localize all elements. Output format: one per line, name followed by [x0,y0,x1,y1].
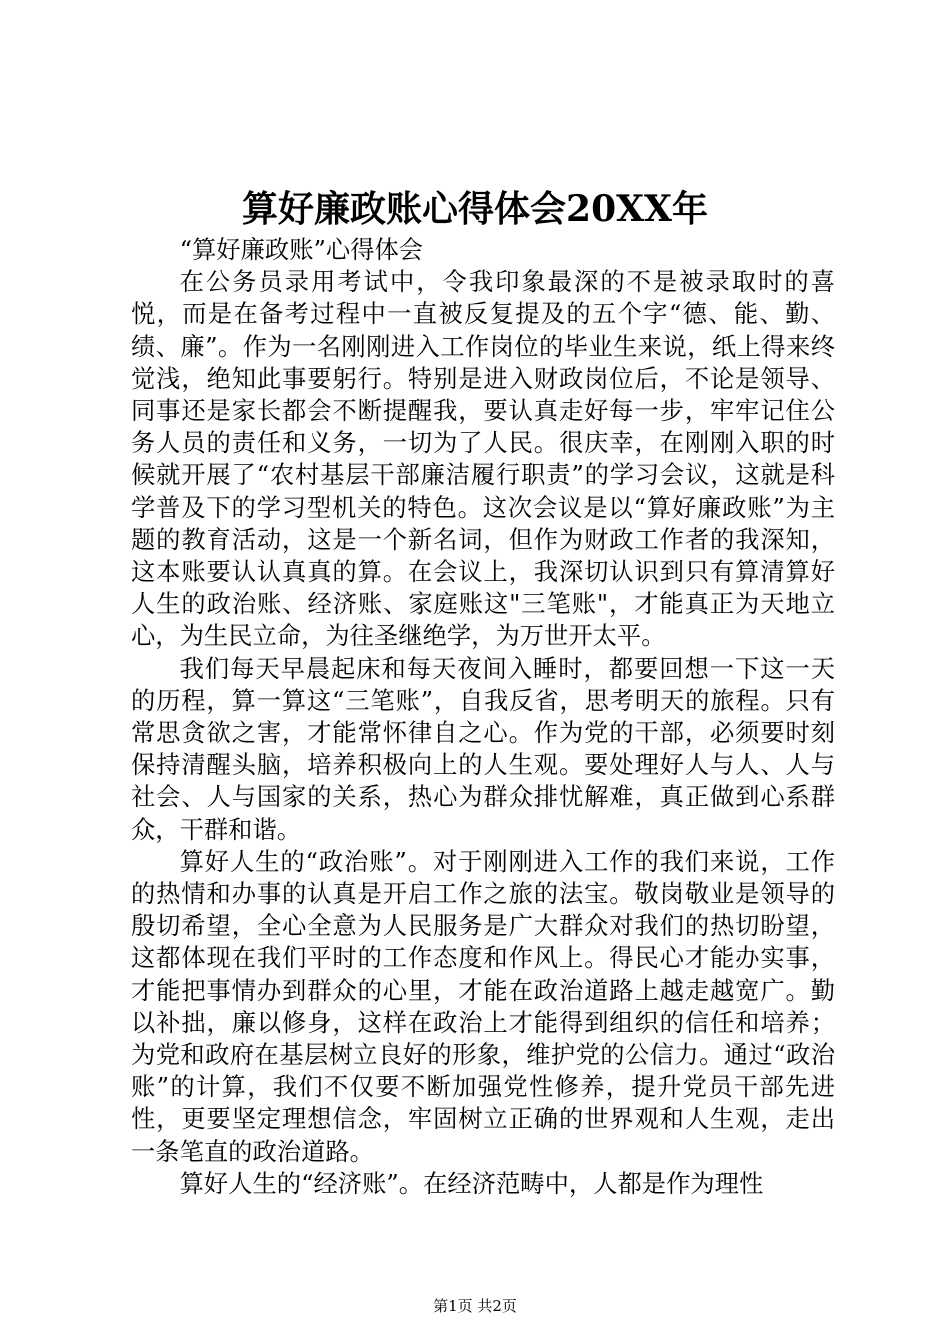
page-footer: 第1页 共2页 [433,1297,517,1315]
paragraph-subtitle: “算好廉政账”心得体会 [179,235,424,264]
paragraph: 算好人生的“政治账”。对于刚刚进入工作的我们来说，工作的热情和办事的认真是开启工作之旅的法宝。敬岗敬业是领导的殷切希望，全心全意为人民服务是广大群众对我们的热切盼望，这都体现在我们平时的工作态度和作风上。得民心才能办实事，才能把事情办到群众的心里，才能在政治道路上越走越宽广。勤以补拙，廉以修身，这样在政治上才能得到组织的信任和培养；为党和政府在基层树立良好的形象，维护党的公信力。通过“政治账”的计算，我们不仅要不断加强党性修养，提升党员干部先进性，更要坚定理想信念，牢固树立正确的世界观和人生观，走出一条笔直的政治道路。 [131,846,835,1166]
paragraph: 在公务员录用考试中，令我印象最深的不是被录取时的喜悦，而是在备考过程中一直被反复提及的五个字“德、能、勤、绩、廉”。作为一名刚刚进入工作岗位的毕业生来说，纸上得来终觉浅，绝知此事要躬行。特别是进入财政岗位后，不论是领导、同事还是家长都会不断提醒我，要认真走好每一步，牢牢记住公务人员的责任和义务，一切为了人民。很庆幸，在刚刚入职的时候就开展了“农村基层干部廉洁履行职责”的学习会议，这就是科学普及下的学习型机关的特色。这次会议是以“算好廉政账”为主题的教育活动，这是一个新名词，但作为财政工作者的我深知，这本账要认认真真的算。在会议上，我深切认识到只有算清算好人生的政治账、经济账、家庭账这"三笔账"，才能真正为天地立心，为生民立命，为往圣继绝学，为万世开太平。 [131,267,835,651]
paragraph: 算好人生的“经济账”。在经济范畴中，人都是作为理性 [179,1168,764,1198]
paragraph: 我们每天早晨起床和每天夜间入睡时，都要回想一下这一天的历程，算一算这“三笔账”，自我反省，思考明天的旅程。只有常思贪欲之害，才能常怀律自之心。作为党的干部，必须要时刻保持清醒头脑，培养积极向上的人生观。要处理好人与人、人与社会、人与国家的关系，热心为群众排忧解难，真正做到心系群众，干群和谐。 [131,653,835,844]
document-title: 算好廉政账心得体会20XX年 [242,188,708,230]
document-body [131,234,835,1200]
